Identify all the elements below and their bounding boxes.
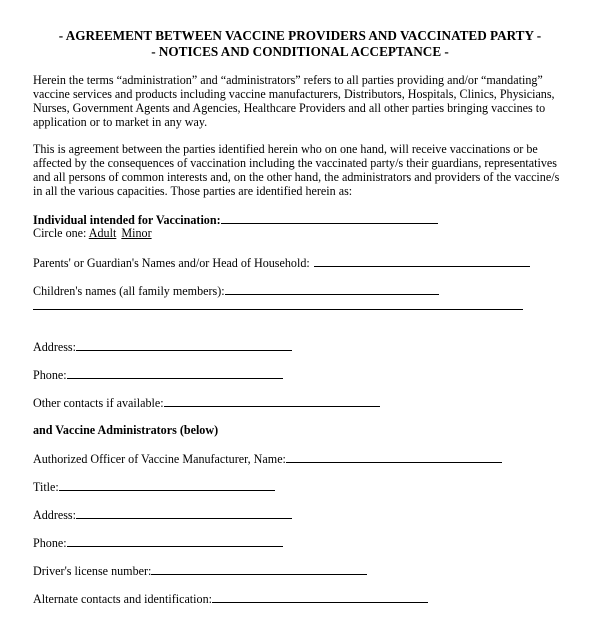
individual-label: Individual intended for Vaccination: — [33, 213, 221, 227]
license-row — [33, 563, 367, 578]
alternate-row — [33, 591, 428, 606]
admin-address-label: Address: — [33, 508, 76, 522]
individual-row — [33, 212, 438, 227]
admin-phone-label: Phone: — [33, 536, 67, 550]
phone-row — [33, 367, 283, 382]
title-row — [33, 479, 275, 494]
children-continuation-field[interactable] — [33, 309, 523, 310]
document-title-line-2: - NOTICES AND CONDITIONAL ACCEPTANCE - — [151, 44, 449, 59]
definitions-paragraph: Herein the terms “administration” and “administrators” refers to all parties providing and/or “mandating” vaccine services and products including vaccine manufacturers, Distributors, Hospitals, Clinics, Physicians, Nurses, Government Agents and Agencies, Healthcare Providers and all other parties bringing vaccines to application or to market in any way. — [33, 73, 555, 129]
admin-phone-row — [33, 535, 283, 550]
other-contacts-field[interactable] — [164, 395, 380, 407]
address-label: Address: — [33, 340, 76, 354]
parents-row — [33, 255, 530, 270]
admin-phone-field[interactable] — [67, 535, 283, 547]
agreement-paragraph: This is agreement between the parties identified herein who on one hand, will receive vaccinations or be affected by the consequences of vaccination including the vaccinated party/s their guardians, representatives and all persons of common interests and, on the other hand, the administrators and providers of the vaccine/s in all the various capacities. Those parties are identified herein as: — [33, 142, 560, 198]
title-field[interactable] — [59, 479, 275, 491]
circle-one-label: Circle one: — [33, 226, 87, 240]
children-field[interactable] — [225, 283, 439, 295]
individual-field[interactable] — [221, 212, 438, 224]
admin-address-row — [33, 507, 292, 522]
address-row — [33, 339, 292, 354]
address-field[interactable] — [76, 339, 292, 351]
adult-option[interactable]: Adult — [88, 226, 117, 240]
administrators-heading: and Vaccine Administrators (below) — [33, 423, 219, 437]
officer-label: Authorized Officer of Vaccine Manufacturer, Name: — [33, 452, 286, 466]
alternate-field[interactable] — [212, 591, 428, 603]
officer-row — [33, 451, 502, 466]
document-title-line-1: - AGREEMENT BETWEEN VACCINE PROVIDERS AND VACCINATED PARTY - — [58, 28, 542, 43]
other-contacts-row — [33, 395, 380, 410]
license-field[interactable] — [151, 563, 367, 575]
parents-label: Parents' or Guardian's Names and/or Head of Household: — [33, 256, 310, 270]
other-contacts-label: Other contacts if available: — [33, 396, 164, 410]
alternate-label: Alternate contacts and identification: — [33, 592, 212, 606]
children-row — [33, 283, 439, 298]
phone-label: Phone: — [33, 368, 67, 382]
circle-one-row — [33, 226, 152, 240]
phone-field[interactable] — [67, 367, 283, 379]
license-label: Driver's license number: — [33, 564, 152, 578]
officer-field[interactable] — [286, 451, 502, 463]
children-label: Children's names (all family members): — [33, 284, 225, 298]
parents-field[interactable] — [314, 255, 530, 267]
minor-option[interactable]: Minor — [121, 226, 152, 240]
admin-address-field[interactable] — [76, 507, 292, 519]
title-label: Title: — [33, 480, 59, 494]
